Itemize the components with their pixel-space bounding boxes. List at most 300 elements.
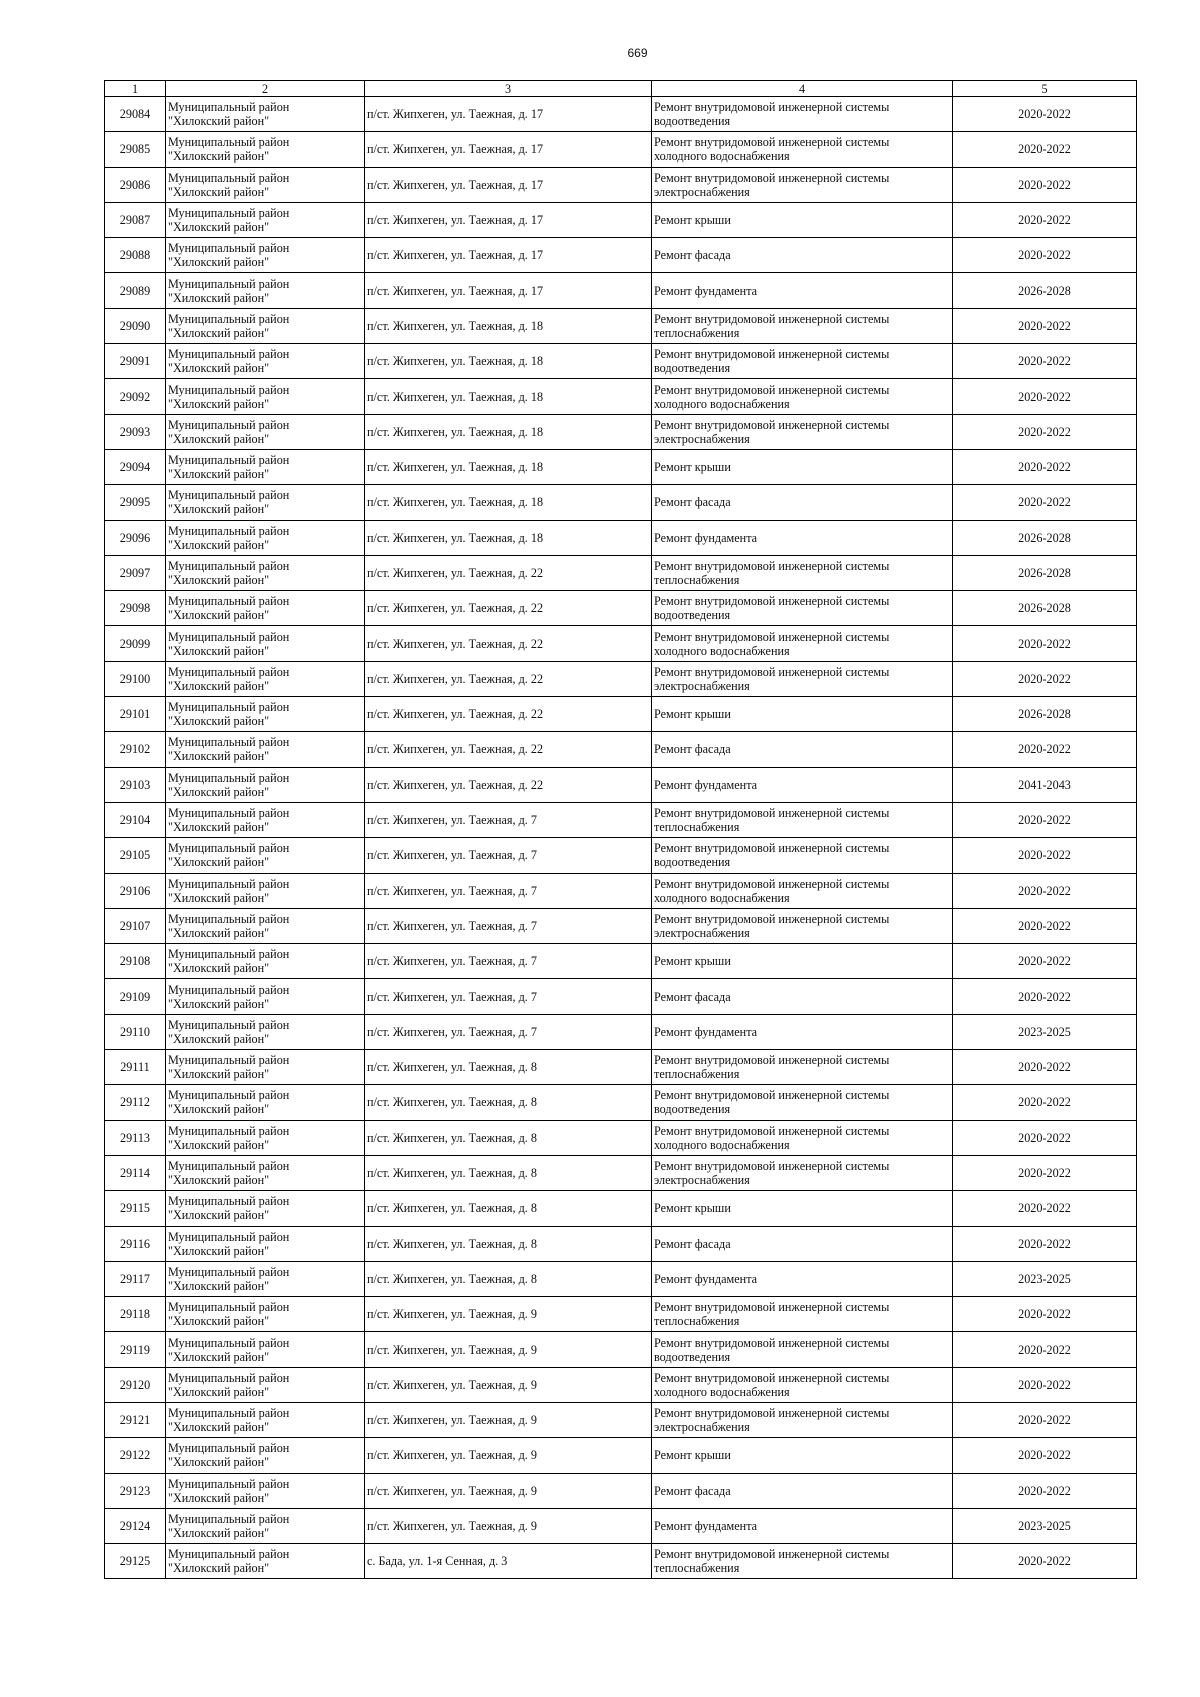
municipality-line: "Хилокский район" [168, 1031, 270, 1046]
register-table [104, 80, 1137, 1579]
municipality-cell [166, 767, 365, 802]
municipality-line: "Хилокский район" [168, 1561, 270, 1576]
row-number: 29097 [105, 555, 166, 590]
municipality-line: "Хилокский район" [168, 184, 270, 199]
table-row [105, 873, 1137, 908]
table-row [105, 1261, 1137, 1296]
row-number: 29104 [105, 802, 166, 837]
municipality-cell [166, 838, 365, 873]
work-type-line: Ремонт фасада [654, 742, 731, 757]
address-cell: п/ст. Жипхеген, ул. Таежная, д. 18 [365, 449, 652, 484]
municipality-line: "Хилокский район" [168, 608, 270, 623]
municipality-line: "Хилокский район" [168, 255, 270, 270]
work-type-cell [652, 1297, 953, 1332]
table-row [105, 908, 1137, 943]
municipality-line: Муниципальный район [168, 629, 290, 644]
table-row [105, 1191, 1137, 1226]
work-type-cell [652, 908, 953, 943]
row-number: 29094 [105, 449, 166, 484]
work-type-line: Ремонт фасада [654, 989, 731, 1004]
row-number: 29119 [105, 1332, 166, 1367]
municipality-line: Муниципальный район [168, 417, 290, 432]
municipality-line: "Хилокский район" [168, 1349, 270, 1364]
municipality-line: "Хилокский район" [168, 1384, 270, 1399]
municipality-cell [166, 238, 365, 273]
address-cell: п/ст. Жипхеген, ул. Таежная, д. 9 [365, 1402, 652, 1437]
period-cell: 2020-2022 [953, 1050, 1137, 1085]
municipality-cell [166, 379, 365, 414]
work-type-cell [652, 202, 953, 237]
work-type-cell [652, 1155, 953, 1190]
work-type-cell [652, 591, 953, 626]
municipality-line: "Хилокский район" [168, 1208, 270, 1223]
municipality-cell [166, 626, 365, 661]
period-cell: 2020-2022 [953, 802, 1137, 837]
municipality-line: Муниципальный район [168, 170, 290, 185]
municipality-cell [166, 1261, 365, 1296]
municipality-line: "Хилокский район" [168, 820, 270, 835]
row-number: 29116 [105, 1226, 166, 1261]
municipality-cell [166, 1120, 365, 1155]
work-type-line: Ремонт фундамента [654, 1519, 758, 1534]
work-type-line: водоотведения [654, 608, 731, 623]
municipality-line: Муниципальный район [168, 700, 290, 715]
table-row [105, 167, 1137, 202]
table-row [105, 1297, 1137, 1332]
municipality-cell [166, 591, 365, 626]
work-type-line: Ремонт внутридомовой инженерной системы [654, 911, 890, 926]
municipality-line: "Хилокский район" [168, 1314, 270, 1329]
row-number: 29113 [105, 1120, 166, 1155]
address-cell: п/ст. Жипхеген, ул. Таежная, д. 7 [365, 838, 652, 873]
municipality-line: Муниципальный район [168, 594, 290, 609]
municipality-line: Муниципальный район [168, 100, 290, 115]
municipality-line: "Хилокский район" [168, 396, 270, 411]
address-cell: с. Бада, ул. 1-я Сенная, д. 3 [365, 1544, 652, 1579]
work-type-line: Ремонт внутридомовой инженерной системы [654, 629, 890, 644]
period-cell: 2026-2028 [953, 697, 1137, 732]
work-type-cell [652, 1402, 953, 1437]
table-row [105, 273, 1137, 308]
work-type-line: электроснабжения [654, 925, 750, 940]
row-number: 29089 [105, 273, 166, 308]
address-cell: п/ст. Жипхеген, ул. Таежная, д. 7 [365, 979, 652, 1014]
municipality-line: "Хилокский район" [168, 431, 270, 446]
row-number: 29098 [105, 591, 166, 626]
column-header: 5 [953, 81, 1137, 97]
row-number: 29108 [105, 944, 166, 979]
municipality-line: Муниципальный район [168, 1123, 290, 1138]
table-row [105, 308, 1137, 343]
row-number: 29101 [105, 697, 166, 732]
work-type-line: Ремонт фасада [654, 248, 731, 263]
work-type-cell [652, 449, 953, 484]
municipality-line: "Хилокский район" [168, 996, 270, 1011]
municipality-line: "Хилокский район" [168, 537, 270, 552]
table-row [105, 1120, 1137, 1155]
row-number: 29107 [105, 908, 166, 943]
period-cell: 2020-2022 [953, 1155, 1137, 1190]
municipality-cell [166, 485, 365, 520]
period-cell: 2020-2022 [953, 1367, 1137, 1402]
row-number: 29090 [105, 308, 166, 343]
table-row [105, 1438, 1137, 1473]
row-number: 29084 [105, 97, 166, 132]
municipality-line: "Хилокский район" [168, 961, 270, 976]
municipality-line: Муниципальный район [168, 1406, 290, 1421]
row-number: 29111 [105, 1050, 166, 1085]
municipality-line: "Хилокский район" [168, 925, 270, 940]
table-row [105, 132, 1137, 167]
period-cell: 2020-2022 [953, 449, 1137, 484]
period-cell: 2026-2028 [953, 273, 1137, 308]
work-type-line: Ремонт внутридомовой инженерной системы [654, 1300, 890, 1315]
period-cell: 2020-2022 [953, 838, 1137, 873]
work-type-cell [652, 979, 953, 1014]
row-number: 29115 [105, 1191, 166, 1226]
municipality-cell [166, 520, 365, 555]
table-row [105, 767, 1137, 802]
work-type-cell [652, 626, 953, 661]
address-cell: п/ст. Жипхеген, ул. Таежная, д. 22 [365, 767, 652, 802]
municipality-line: "Хилокский район" [168, 1490, 270, 1505]
work-type-line: водоотведения [654, 361, 731, 376]
table-row [105, 802, 1137, 837]
address-cell: п/ст. Жипхеген, ул. Таежная, д. 8 [365, 1085, 652, 1120]
municipality-line: Муниципальный район [168, 1476, 290, 1491]
work-type-line: Ремонт внутридомовой инженерной системы [654, 1335, 890, 1350]
municipality-line: Муниципальный район [168, 1053, 290, 1068]
work-type-cell [652, 802, 953, 837]
work-type-line: Ремонт внутридомовой инженерной системы [654, 1159, 890, 1174]
municipality-cell [166, 1402, 365, 1437]
work-type-cell [652, 767, 953, 802]
table-row [105, 1544, 1137, 1579]
address-cell: п/ст. Жипхеген, ул. Таежная, д. 7 [365, 944, 652, 979]
row-number: 29096 [105, 520, 166, 555]
municipality-cell [166, 414, 365, 449]
table-row [105, 202, 1137, 237]
municipality-cell [166, 1438, 365, 1473]
work-type-line: Ремонт фундамента [654, 283, 758, 298]
municipality-cell [166, 873, 365, 908]
municipality-cell [166, 1367, 365, 1402]
period-cell: 2020-2022 [953, 1332, 1137, 1367]
period-cell: 2020-2022 [953, 1438, 1137, 1473]
table-row [105, 1085, 1137, 1120]
address-cell: п/ст. Жипхеген, ул. Таежная, д. 7 [365, 802, 652, 837]
municipality-line: Муниципальный район [168, 311, 290, 326]
work-type-cell [652, 1014, 953, 1049]
row-number: 29125 [105, 1544, 166, 1579]
work-type-cell [652, 1367, 953, 1402]
municipality-line: "Хилокский район" [168, 467, 270, 482]
period-cell: 2020-2022 [953, 379, 1137, 414]
row-number: 29114 [105, 1155, 166, 1190]
municipality-cell [166, 697, 365, 732]
work-type-line: Ремонт фундамента [654, 530, 758, 545]
municipality-cell [166, 1544, 365, 1579]
work-type-cell [652, 1085, 953, 1120]
municipality-cell [166, 1085, 365, 1120]
table-row [105, 1508, 1137, 1543]
work-type-cell [652, 732, 953, 767]
address-cell: п/ст. Жипхеген, ул. Таежная, д. 7 [365, 873, 652, 908]
period-cell: 2041-2043 [953, 767, 1137, 802]
municipality-cell [166, 167, 365, 202]
period-cell: 2020-2022 [953, 944, 1137, 979]
table-row [105, 520, 1137, 555]
period-cell: 2020-2022 [953, 344, 1137, 379]
work-type-line: Ремонт внутридомовой инженерной системы [654, 1406, 890, 1421]
row-number: 29117 [105, 1261, 166, 1296]
work-type-line: Ремонт внутридомовой инженерной системы [654, 170, 890, 185]
table-row [105, 238, 1137, 273]
table-row [105, 1050, 1137, 1085]
work-type-line: Ремонт внутридомовой инженерной системы [654, 559, 890, 573]
work-type-cell [652, 308, 953, 343]
municipality-line: "Хилокский район" [168, 290, 270, 305]
municipality-cell [166, 273, 365, 308]
row-number: 29110 [105, 1014, 166, 1049]
row-number: 29118 [105, 1297, 166, 1332]
address-cell: п/ст. Жипхеген, ул. Таежная, д. 22 [365, 626, 652, 661]
period-cell: 2020-2022 [953, 908, 1137, 943]
address-cell: п/ст. Жипхеген, ул. Таежная, д. 7 [365, 908, 652, 943]
work-type-line: Ремонт внутридомовой инженерной системы [654, 100, 890, 115]
row-number: 29105 [105, 838, 166, 873]
table-row [105, 838, 1137, 873]
work-type-line: Ремонт крыши [654, 707, 731, 722]
municipality-line: "Хилокский район" [168, 1526, 270, 1541]
work-type-line: электроснабжения [654, 1173, 750, 1188]
municipality-cell [166, 979, 365, 1014]
table-row [105, 555, 1137, 590]
period-cell: 2020-2022 [953, 1191, 1137, 1226]
row-number: 29087 [105, 202, 166, 237]
municipality-line: "Хилокский район" [168, 502, 270, 517]
address-cell: п/ст. Жипхеген, ул. Таежная, д. 17 [365, 202, 652, 237]
table-row [105, 626, 1137, 661]
address-cell: п/ст. Жипхеген, ул. Таежная, д. 9 [365, 1473, 652, 1508]
municipality-cell [166, 944, 365, 979]
municipality-line: Муниципальный район [168, 806, 290, 821]
municipality-cell [166, 449, 365, 484]
row-number: 29086 [105, 167, 166, 202]
municipality-line: "Хилокский район" [168, 1173, 270, 1188]
address-cell: п/ст. Жипхеген, ул. Таежная, д. 18 [365, 414, 652, 449]
work-type-line: Ремонт фасада [654, 1236, 731, 1251]
address-cell: п/ст. Жипхеген, ул. Таежная, д. 9 [365, 1438, 652, 1473]
row-number: 29106 [105, 873, 166, 908]
table-row [105, 344, 1137, 379]
work-type-cell [652, 414, 953, 449]
municipality-line: Муниципальный район [168, 1017, 290, 1032]
address-cell: п/ст. Жипхеген, ул. Таежная, д. 17 [365, 167, 652, 202]
work-type-cell [652, 1438, 953, 1473]
row-number: 29095 [105, 485, 166, 520]
period-cell: 2020-2022 [953, 1120, 1137, 1155]
period-cell: 2020-2022 [953, 1473, 1137, 1508]
work-type-line: Ремонт фундамента [654, 1271, 758, 1286]
work-type-line: Ремонт фасада [654, 495, 731, 510]
work-type-line: теплоснабжения [654, 1067, 740, 1082]
table-row [105, 1402, 1137, 1437]
table-row [105, 1473, 1137, 1508]
table-row [105, 944, 1137, 979]
work-type-cell [652, 873, 953, 908]
address-cell: п/ст. Жипхеген, ул. Таежная, д. 9 [365, 1508, 652, 1543]
work-type-line: Ремонт крыши [654, 1448, 731, 1463]
period-cell: 2020-2022 [953, 1085, 1137, 1120]
work-type-line: Ремонт внутридомовой инженерной системы [654, 311, 890, 326]
work-type-line: Ремонт крыши [654, 1201, 731, 1216]
table-row [105, 1014, 1137, 1049]
municipality-line: "Хилокский район" [168, 714, 270, 729]
column-number-row [105, 81, 1137, 97]
period-cell: 2023-2025 [953, 1014, 1137, 1049]
address-cell: п/ст. Жипхеген, ул. Таежная, д. 22 [365, 697, 652, 732]
work-type-line: Ремонт фасада [654, 1483, 731, 1498]
work-type-cell [652, 1473, 953, 1508]
municipality-line: Муниципальный район [168, 1264, 290, 1279]
table-row [105, 697, 1137, 732]
row-number: 29100 [105, 661, 166, 696]
period-cell: 2020-2022 [953, 979, 1137, 1014]
municipality-line: Муниципальный район [168, 664, 290, 679]
address-cell: п/ст. Жипхеген, ул. Таежная, д. 7 [365, 1014, 652, 1049]
table-row [105, 732, 1137, 767]
work-type-cell [652, 1120, 953, 1155]
address-cell: п/ст. Жипхеген, ул. Таежная, д. 8 [365, 1191, 652, 1226]
work-type-line: холодного водоснабжения [654, 1137, 790, 1152]
municipality-line: Муниципальный район [168, 1194, 290, 1209]
address-cell: п/ст. Жипхеген, ул. Таежная, д. 9 [365, 1297, 652, 1332]
period-cell: 2020-2022 [953, 485, 1137, 520]
work-type-line: Ремонт фундамента [654, 1024, 758, 1039]
municipality-line: Муниципальный район [168, 135, 290, 150]
work-type-line: водоотведения [654, 1349, 731, 1364]
work-type-line: Ремонт крыши [654, 213, 731, 228]
work-type-line: теплоснабжения [654, 1314, 740, 1329]
municipality-line: Муниципальный район [168, 911, 290, 926]
address-cell: п/ст. Жипхеген, ул. Таежная, д. 8 [365, 1155, 652, 1190]
municipality-line: "Хилокский район" [168, 220, 270, 235]
work-type-line: Ремонт внутридомовой инженерной системы [654, 382, 890, 397]
period-cell: 2020-2022 [953, 308, 1137, 343]
period-cell: 2020-2022 [953, 1297, 1137, 1332]
period-cell: 2026-2028 [953, 591, 1137, 626]
period-cell: 2020-2022 [953, 238, 1137, 273]
work-type-line: теплоснабжения [654, 325, 740, 340]
period-cell: 2020-2022 [953, 732, 1137, 767]
municipality-line: "Хилокский район" [168, 1455, 270, 1470]
period-cell: 2020-2022 [953, 132, 1137, 167]
period-cell: 2020-2022 [953, 661, 1137, 696]
municipality-line: Муниципальный район [168, 347, 290, 362]
table-row [105, 1332, 1137, 1367]
work-type-line: электроснабжения [654, 431, 750, 446]
row-number: 29092 [105, 379, 166, 414]
municipality-line: Муниципальный район [168, 241, 290, 256]
work-type-line: электроснабжения [654, 1420, 750, 1435]
table-row [105, 1367, 1137, 1402]
period-cell: 2020-2022 [953, 626, 1137, 661]
table-row [105, 1155, 1137, 1190]
municipality-line: Муниципальный район [168, 382, 290, 397]
municipality-line: "Хилокский район" [168, 325, 270, 340]
work-type-line: Ремонт крыши [654, 954, 731, 969]
table-row [105, 414, 1137, 449]
work-type-line: Ремонт внутридомовой инженерной системы [654, 1088, 890, 1103]
municipality-line: "Хилокский район" [168, 890, 270, 905]
address-cell: п/ст. Жипхеген, ул. Таежная, д. 18 [365, 379, 652, 414]
work-type-line: электроснабжения [654, 678, 750, 693]
address-cell: п/ст. Жипхеген, ул. Таежная, д. 8 [365, 1226, 652, 1261]
municipality-cell [166, 555, 365, 590]
municipality-cell [166, 732, 365, 767]
table-row [105, 97, 1137, 132]
work-type-cell [652, 838, 953, 873]
municipality-line: Муниципальный район [168, 1547, 290, 1562]
address-cell: п/ст. Жипхеген, ул. Таежная, д. 8 [365, 1120, 652, 1155]
municipality-line: Муниципальный район [168, 982, 290, 997]
municipality-line: "Хилокский район" [168, 855, 270, 870]
municipality-line: "Хилокский район" [168, 784, 270, 799]
address-cell: п/ст. Жипхеген, ул. Таежная, д. 9 [365, 1367, 652, 1402]
period-cell: 2020-2022 [953, 1226, 1137, 1261]
address-cell: п/ст. Жипхеген, ул. Таежная, д. 8 [365, 1261, 652, 1296]
work-type-line: Ремонт крыши [654, 460, 731, 475]
municipality-cell [166, 308, 365, 343]
work-type-line: Ремонт внутридомовой инженерной системы [654, 876, 890, 891]
table-row [105, 449, 1137, 484]
row-number: 29112 [105, 1085, 166, 1120]
work-type-line: холодного водоснабжения [654, 396, 790, 411]
work-type-line: теплоснабжения [654, 573, 740, 587]
row-number: 29099 [105, 626, 166, 661]
municipality-cell [166, 802, 365, 837]
work-type-line: водоотведения [654, 114, 731, 129]
work-type-line: водоотведения [654, 855, 731, 870]
municipality-line: Муниципальный район [168, 1088, 290, 1103]
period-cell: 2020-2022 [953, 414, 1137, 449]
municipality-cell [166, 1332, 365, 1367]
work-type-cell [652, 379, 953, 414]
municipality-line: Муниципальный район [168, 770, 290, 785]
address-cell: п/ст. Жипхеген, ул. Таежная, д. 22 [365, 591, 652, 626]
work-type-cell [652, 1544, 953, 1579]
address-cell: п/ст. Жипхеген, ул. Таежная, д. 22 [365, 732, 652, 767]
municipality-line: Муниципальный район [168, 559, 290, 573]
work-type-cell [652, 1191, 953, 1226]
work-type-cell [652, 520, 953, 555]
address-cell: п/ст. Жипхеген, ул. Таежная, д. 17 [365, 97, 652, 132]
row-number: 29109 [105, 979, 166, 1014]
municipality-line: Муниципальный район [168, 276, 290, 291]
municipality-line: "Хилокский район" [168, 643, 270, 658]
row-number: 29122 [105, 1438, 166, 1473]
period-cell: 2020-2022 [953, 873, 1137, 908]
municipality-cell [166, 661, 365, 696]
municipality-line: Муниципальный район [168, 1300, 290, 1315]
municipality-line: "Хилокский район" [168, 1420, 270, 1435]
municipality-line: Муниципальный район [168, 841, 290, 856]
work-type-line: Ремонт внутридомовой инженерной системы [654, 135, 890, 150]
row-number: 29120 [105, 1367, 166, 1402]
address-cell: п/ст. Жипхеген, ул. Таежная, д. 17 [365, 273, 652, 308]
row-number: 29123 [105, 1473, 166, 1508]
